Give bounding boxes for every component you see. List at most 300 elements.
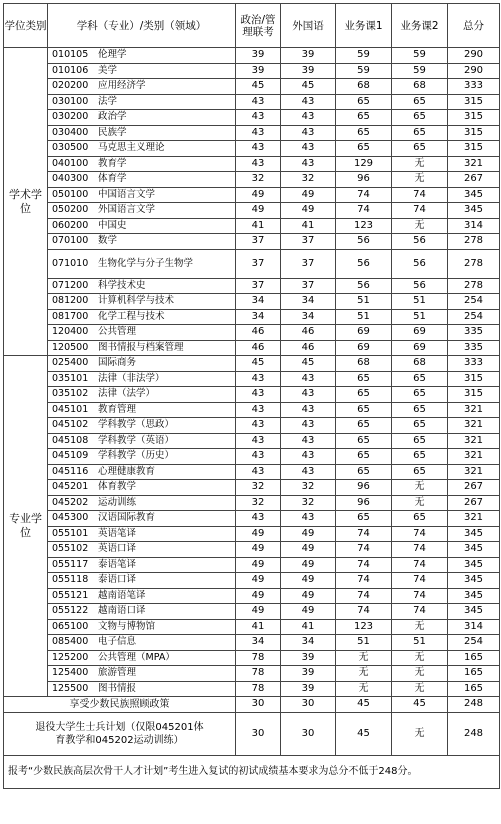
score-p: 78: [236, 666, 281, 682]
score-c2: 无: [392, 218, 448, 234]
score-t: 315: [448, 371, 500, 387]
subject-name: 图书情报与档案管理: [98, 341, 184, 353]
score-p: 43: [236, 371, 281, 387]
table-row: [4, 110, 500, 126]
score-c1: 74: [336, 526, 392, 542]
subject-name: 越南语笔译: [98, 589, 146, 601]
subject-name: 英语口译: [98, 543, 137, 555]
score-p: 49: [236, 526, 281, 542]
score-t: 335: [448, 325, 500, 341]
score-c1: 69: [336, 325, 392, 341]
subject-name: 应用经济学: [98, 80, 146, 92]
subject-code: 045202: [52, 496, 89, 508]
header-subject: 学科（专业）/类别（领域）: [48, 4, 236, 48]
subject-code: 125400: [52, 667, 89, 679]
score-t: 267: [448, 172, 500, 188]
table-row: [4, 433, 500, 449]
subject-code: 025400: [52, 357, 89, 369]
score-t: 315: [448, 141, 500, 157]
score-f: 43: [281, 511, 336, 527]
score-c2: 74: [392, 573, 448, 589]
score-c1: 68: [336, 356, 392, 372]
score-f: 46: [281, 340, 336, 356]
score-t: 267: [448, 480, 500, 496]
subject-name: 法律（法学）: [98, 388, 156, 400]
table-row: [4, 187, 500, 203]
table-row: [4, 650, 500, 666]
table-row: [4, 542, 500, 558]
subject-code: 120400: [52, 326, 89, 338]
subject-name: 运动训练: [98, 496, 137, 508]
score-t: 345: [448, 187, 500, 203]
subject-cell: [48, 141, 236, 157]
table-row: [4, 402, 500, 418]
subject-cell: [48, 650, 236, 666]
score-f: 43: [281, 418, 336, 434]
score-t: 314: [448, 218, 500, 234]
score-table: [3, 3, 500, 789]
score-p: 49: [236, 557, 281, 573]
subject-code: 045300: [52, 512, 89, 524]
score-f: 43: [281, 433, 336, 449]
score-p: 34: [236, 294, 281, 310]
subject-cell: [48, 110, 236, 126]
table-row: [4, 340, 500, 356]
subject-name: 图书情报: [98, 682, 137, 694]
score-c2: 65: [392, 94, 448, 110]
subject-cell: [48, 218, 236, 234]
score-f: 34: [281, 635, 336, 651]
score-t: 321: [448, 433, 500, 449]
score-p: 39: [236, 63, 281, 79]
subject-code: 030200: [52, 111, 89, 123]
score-c1: 无: [336, 650, 392, 666]
score-c1: 65: [336, 141, 392, 157]
score-c2: 65: [392, 511, 448, 527]
subject-name: 汉语国际教育: [98, 512, 156, 524]
subject-name: 中国史: [98, 219, 127, 231]
table-row: [4, 464, 500, 480]
score-p: 34: [236, 635, 281, 651]
subject-cell: [48, 464, 236, 480]
subject-code: 120500: [52, 341, 89, 353]
score-c2: 68: [392, 356, 448, 372]
table-row: [4, 371, 500, 387]
header-course1: 业务课1: [336, 4, 392, 48]
table-row: [4, 141, 500, 157]
score-c1: 56: [336, 234, 392, 250]
subject-code: 035102: [52, 388, 89, 400]
score-c1: 59: [336, 63, 392, 79]
score-c2: 无: [392, 156, 448, 172]
table-row: [4, 681, 500, 697]
subject-code: 030100: [52, 95, 89, 107]
table-row: [4, 418, 500, 434]
score-p: 43: [236, 464, 281, 480]
score-c2: 65: [392, 141, 448, 157]
subject-code: 085400: [52, 636, 89, 648]
header-total: 总分: [448, 4, 500, 48]
score-f: 37: [281, 278, 336, 294]
subject-code: 055102: [52, 543, 89, 555]
score-c2: 56: [392, 234, 448, 250]
score-c1: 65: [336, 418, 392, 434]
score-c1: 74: [336, 203, 392, 219]
minority-label: 享受少数民族照顾政策: [4, 697, 236, 713]
score-t: 278: [448, 249, 500, 278]
score-c2: 无: [392, 666, 448, 682]
table-row: [4, 635, 500, 651]
score-t: 267: [448, 495, 500, 511]
subject-cell: [48, 573, 236, 589]
score-c1: 65: [336, 371, 392, 387]
score-p: 49: [236, 604, 281, 620]
score-t: 315: [448, 125, 500, 141]
subject-name: 科学技术史: [98, 279, 146, 291]
score-c2: 56: [392, 249, 448, 278]
score-c1: 96: [336, 480, 392, 496]
subject-cell: [48, 480, 236, 496]
score-f: 43: [281, 449, 336, 465]
subject-cell: [48, 356, 236, 372]
score-f: 32: [281, 172, 336, 188]
score-c1: 74: [336, 557, 392, 573]
subject-cell: [48, 249, 236, 278]
subject-name: 教育管理: [98, 403, 137, 415]
score-c2: 51: [392, 635, 448, 651]
table-row: [4, 125, 500, 141]
score-c1: 65: [336, 402, 392, 418]
table-row: [4, 218, 500, 234]
score-p: 43: [236, 94, 281, 110]
score-c2: 65: [392, 433, 448, 449]
subject-name: 伦理学: [98, 49, 127, 61]
table-row: [4, 156, 500, 172]
score-p: 78: [236, 650, 281, 666]
score-t: 345: [448, 588, 500, 604]
score-f: 49: [281, 588, 336, 604]
score-c2: 无: [392, 619, 448, 635]
score-p: 32: [236, 172, 281, 188]
score-f: 43: [281, 110, 336, 126]
score-c2: 65: [392, 387, 448, 403]
table-row: [4, 480, 500, 496]
score-p: 45: [236, 79, 281, 95]
score-c2: 65: [392, 418, 448, 434]
table-row: [4, 495, 500, 511]
score-c1: 65: [336, 433, 392, 449]
score-f: 49: [281, 573, 336, 589]
score-f: 49: [281, 187, 336, 203]
score-c1: 96: [336, 495, 392, 511]
subject-code: 045201: [52, 481, 89, 493]
subject-code: 040300: [52, 173, 89, 185]
score-p: 43: [236, 511, 281, 527]
subject-cell: [48, 604, 236, 620]
score-p: 41: [236, 619, 281, 635]
subject-cell: [48, 635, 236, 651]
score-t: 345: [448, 557, 500, 573]
score-c2: 74: [392, 604, 448, 620]
table-row: [4, 309, 500, 325]
score-p: 46: [236, 340, 281, 356]
table-row: [4, 94, 500, 110]
score-c1: 96: [336, 172, 392, 188]
subject-cell: [48, 449, 236, 465]
score-c2: 69: [392, 340, 448, 356]
score-f: 43: [281, 464, 336, 480]
subject-name: 体育教学: [98, 481, 137, 493]
score-p: 43: [236, 125, 281, 141]
score-p: 49: [236, 203, 281, 219]
score-p: 45: [236, 356, 281, 372]
score-t: 345: [448, 573, 500, 589]
score-t: 254: [448, 635, 500, 651]
score-f: 43: [281, 156, 336, 172]
subject-code: 030500: [52, 142, 89, 154]
subject-code: 071200: [52, 279, 89, 291]
table-row: [4, 449, 500, 465]
score-f: 30: [281, 697, 336, 713]
score-p: 30: [236, 697, 281, 713]
score-c2: 74: [392, 557, 448, 573]
subject-cell: [48, 172, 236, 188]
score-f: 32: [281, 480, 336, 496]
score-t: 345: [448, 526, 500, 542]
score-c2: 74: [392, 203, 448, 219]
subject-cell: [48, 325, 236, 341]
subject-cell: [48, 495, 236, 511]
veteran-row: [4, 712, 500, 755]
subject-name: 学科教学（思政）: [98, 419, 175, 431]
subject-cell: [48, 433, 236, 449]
score-c2: 74: [392, 588, 448, 604]
subject-cell: [48, 511, 236, 527]
subject-name: 泰语口译: [98, 574, 137, 586]
score-c2: 68: [392, 79, 448, 95]
score-f: 39: [281, 681, 336, 697]
score-c1: 无: [336, 666, 392, 682]
subject-cell: [48, 309, 236, 325]
score-t: 345: [448, 542, 500, 558]
score-p: 49: [236, 588, 281, 604]
table-row: [4, 294, 500, 310]
subject-cell: [48, 340, 236, 356]
subject-code: 040100: [52, 157, 89, 169]
score-c2: 65: [392, 464, 448, 480]
score-t: 321: [448, 402, 500, 418]
score-f: 37: [281, 234, 336, 250]
subject-code: 055121: [52, 589, 89, 601]
subject-cell: [48, 125, 236, 141]
score-f: 39: [281, 666, 336, 682]
score-t: 321: [448, 449, 500, 465]
score-c1: 45: [336, 712, 392, 755]
score-f: 45: [281, 79, 336, 95]
score-f: 34: [281, 294, 336, 310]
subject-name: 计算机科学与技术: [98, 295, 175, 307]
table-row: [4, 557, 500, 573]
note-row: [4, 755, 500, 788]
score-t: 321: [448, 464, 500, 480]
score-t: 278: [448, 278, 500, 294]
subject-name: 中国语言文学: [98, 188, 156, 200]
table-row: [4, 203, 500, 219]
subject-name: 教育学: [98, 157, 127, 169]
score-c2: 65: [392, 125, 448, 141]
subject-code: 065100: [52, 620, 89, 632]
score-p: 43: [236, 156, 281, 172]
subject-name: 公共管理（MPA）: [98, 651, 175, 663]
score-t: 315: [448, 94, 500, 110]
subject-name: 越南语口译: [98, 605, 146, 617]
table-row: [4, 48, 500, 64]
subject-cell: [48, 387, 236, 403]
score-c1: 65: [336, 110, 392, 126]
table-row: [4, 172, 500, 188]
score-f: 41: [281, 218, 336, 234]
subject-cell: [48, 681, 236, 697]
subject-cell: [48, 371, 236, 387]
subject-name: 美学: [98, 64, 118, 76]
table-row: [4, 325, 500, 341]
subject-cell: [48, 278, 236, 294]
score-p: 43: [236, 449, 281, 465]
subject-name: 法学: [98, 95, 118, 107]
score-f: 39: [281, 650, 336, 666]
score-c1: 51: [336, 635, 392, 651]
score-f: 37: [281, 249, 336, 278]
score-p: 32: [236, 480, 281, 496]
table-row: [4, 79, 500, 95]
score-t: 321: [448, 511, 500, 527]
subject-code: 070100: [52, 235, 89, 247]
subject-cell: [48, 203, 236, 219]
subject-code: 030400: [52, 126, 89, 138]
table-row: [4, 619, 500, 635]
score-c2: 69: [392, 325, 448, 341]
score-c1: 74: [336, 573, 392, 589]
subject-cell: [48, 187, 236, 203]
score-t: 333: [448, 79, 500, 95]
score-p: 43: [236, 402, 281, 418]
subject-name: 化学工程与技术: [98, 310, 165, 322]
subject-cell: [48, 79, 236, 95]
subject-code: 125500: [52, 682, 89, 694]
score-f: 49: [281, 557, 336, 573]
score-c2: 59: [392, 48, 448, 64]
score-t: 254: [448, 294, 500, 310]
score-f: 43: [281, 371, 336, 387]
score-f: 46: [281, 325, 336, 341]
subject-code: 055101: [52, 527, 89, 539]
table-row: [4, 63, 500, 79]
subject-cell: [48, 234, 236, 250]
subject-code: 055117: [52, 558, 89, 570]
score-c1: 74: [336, 604, 392, 620]
score-c2: 51: [392, 294, 448, 310]
score-t: 248: [448, 712, 500, 755]
score-t: 345: [448, 604, 500, 620]
subject-code: 060200: [52, 219, 89, 231]
score-p: 43: [236, 433, 281, 449]
header-politics: 政治/管理联考: [236, 4, 281, 48]
score-p: 43: [236, 418, 281, 434]
subject-name: 体育学: [98, 173, 127, 185]
subject-name: 心理健康教育: [98, 465, 156, 477]
score-p: 43: [236, 387, 281, 403]
score-c2: 65: [392, 371, 448, 387]
score-f: 30: [281, 712, 336, 755]
score-c1: 65: [336, 94, 392, 110]
score-p: 43: [236, 110, 281, 126]
header-category: 学位类别: [4, 4, 48, 48]
score-f: 41: [281, 619, 336, 635]
subject-cell: [48, 588, 236, 604]
subject-cell: [48, 402, 236, 418]
subject-name: 法律（非法学）: [98, 372, 165, 384]
score-p: 34: [236, 309, 281, 325]
score-c1: 65: [336, 449, 392, 465]
table-row: [4, 666, 500, 682]
subject-name: 泰语笔译: [98, 558, 137, 570]
score-t: 335: [448, 340, 500, 356]
score-c1: 51: [336, 294, 392, 310]
table-row: [4, 573, 500, 589]
minority-row: [4, 697, 500, 713]
subject-cell: [48, 557, 236, 573]
subject-cell: [48, 619, 236, 635]
subject-name: 学科教学（英语）: [98, 434, 175, 446]
score-c1: 45: [336, 697, 392, 713]
subject-code: 045108: [52, 434, 89, 446]
score-c2: 无: [392, 650, 448, 666]
subject-name: 电子信息: [98, 636, 137, 648]
table-row: [4, 588, 500, 604]
score-t: 165: [448, 681, 500, 697]
score-c1: 123: [336, 619, 392, 635]
score-p: 37: [236, 278, 281, 294]
score-p: 32: [236, 495, 281, 511]
score-p: 46: [236, 325, 281, 341]
score-t: 315: [448, 110, 500, 126]
subject-cell: [48, 294, 236, 310]
score-p: 43: [236, 141, 281, 157]
score-c1: 65: [336, 511, 392, 527]
subject-cell: [48, 63, 236, 79]
score-f: 39: [281, 63, 336, 79]
subject-code: 045101: [52, 403, 89, 415]
score-f: 39: [281, 48, 336, 64]
subject-cell: [48, 526, 236, 542]
subject-code: 055118: [52, 574, 89, 586]
score-f: 32: [281, 495, 336, 511]
subject-code: 050100: [52, 188, 89, 200]
subject-name: 英语笔译: [98, 527, 137, 539]
score-t: 290: [448, 63, 500, 79]
score-c1: 56: [336, 278, 392, 294]
note-text: 报考“少数民族高层次骨干人才计划”考生进入复试的初试成绩基本要求为总分不低于248分。: [4, 755, 500, 788]
score-t: 314: [448, 619, 500, 635]
table-row: [4, 278, 500, 294]
subject-name: 生物化学与分子生物学: [98, 257, 194, 269]
subject-code: 045102: [52, 419, 89, 431]
subject-code: 055122: [52, 605, 89, 617]
subject-name: 学科教学（历史）: [98, 450, 175, 462]
score-c1: 69: [336, 340, 392, 356]
score-p: 49: [236, 542, 281, 558]
score-c1: 129: [336, 156, 392, 172]
